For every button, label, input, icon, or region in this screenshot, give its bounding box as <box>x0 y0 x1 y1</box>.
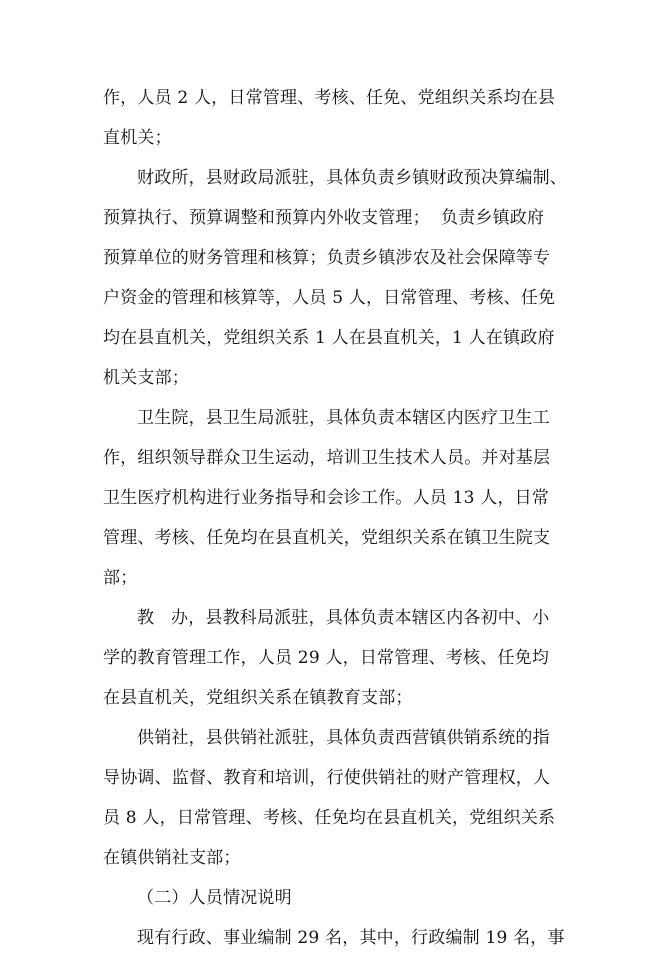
text-line: 户资金的管理和核算等，人员 5 人，日常管理、考核、任免 <box>103 288 556 308</box>
paragraph-finance-office: 财政所，县财政局派驻，具体负责乡镇财政预决算编制、 <box>137 168 567 188</box>
text-line: 预算单位的财务管理和核算；负责乡镇涉农及社会保障等专 <box>103 248 551 268</box>
text-line: 机关支部； <box>103 368 189 388</box>
paragraph-education-office: 教 办，县教科局派驻，具体负责本辖区内各初中、小 <box>137 608 550 628</box>
section-heading-staffing: （二）人员情况说明 <box>137 888 292 908</box>
text-line: 在镇供销社支部； <box>103 848 241 868</box>
text-line: 管理、考核、任免均在县直机关，党组织关系在镇卫生院支 <box>103 528 551 548</box>
text-line: 导协调、监督、教育和培训，行使供销社的财产管理权，人 <box>103 768 551 788</box>
text-line: 均在县直机关，党组织关系 1 人在县直机关，1 人在镇政府 <box>103 328 555 348</box>
paragraph-health-center: 卫生院，县卫生局派驻，具体负责本辖区内医疗卫生工 <box>137 408 550 428</box>
paragraph-supply-coop: 供销社，县供销社派驻，具体负责西营镇供销系统的指 <box>137 728 550 748</box>
text-line: 预算执行、预算调整和预算内外收支管理； 负责乡镇政府 <box>103 208 545 228</box>
text-line: 在县直机关，党组织关系在镇教育支部； <box>103 688 413 708</box>
text-line: 部； <box>103 568 138 588</box>
text-line: 作，组织领导群众卫生运动，培训卫生技术人员。并对基层 <box>103 448 551 468</box>
paragraph-staffing: 现有行政、事业编制 29 名，其中，行政编制 19 名，事 <box>137 928 565 948</box>
text-line: 员 8 人，日常管理、考核、任免均在县直机关，党组织关系 <box>103 808 556 828</box>
text-line: 学的教育管理工作，人员 29 人，日常管理、考核、任免均 <box>103 648 550 668</box>
text-line: 卫生医疗机构进行业务指导和会诊工作。人员 13 人，日常 <box>103 488 550 508</box>
text-line: 直机关； <box>103 128 172 148</box>
text-line: 作，人员 2 人，日常管理、考核、任免、党组织关系均在县 <box>103 88 556 108</box>
